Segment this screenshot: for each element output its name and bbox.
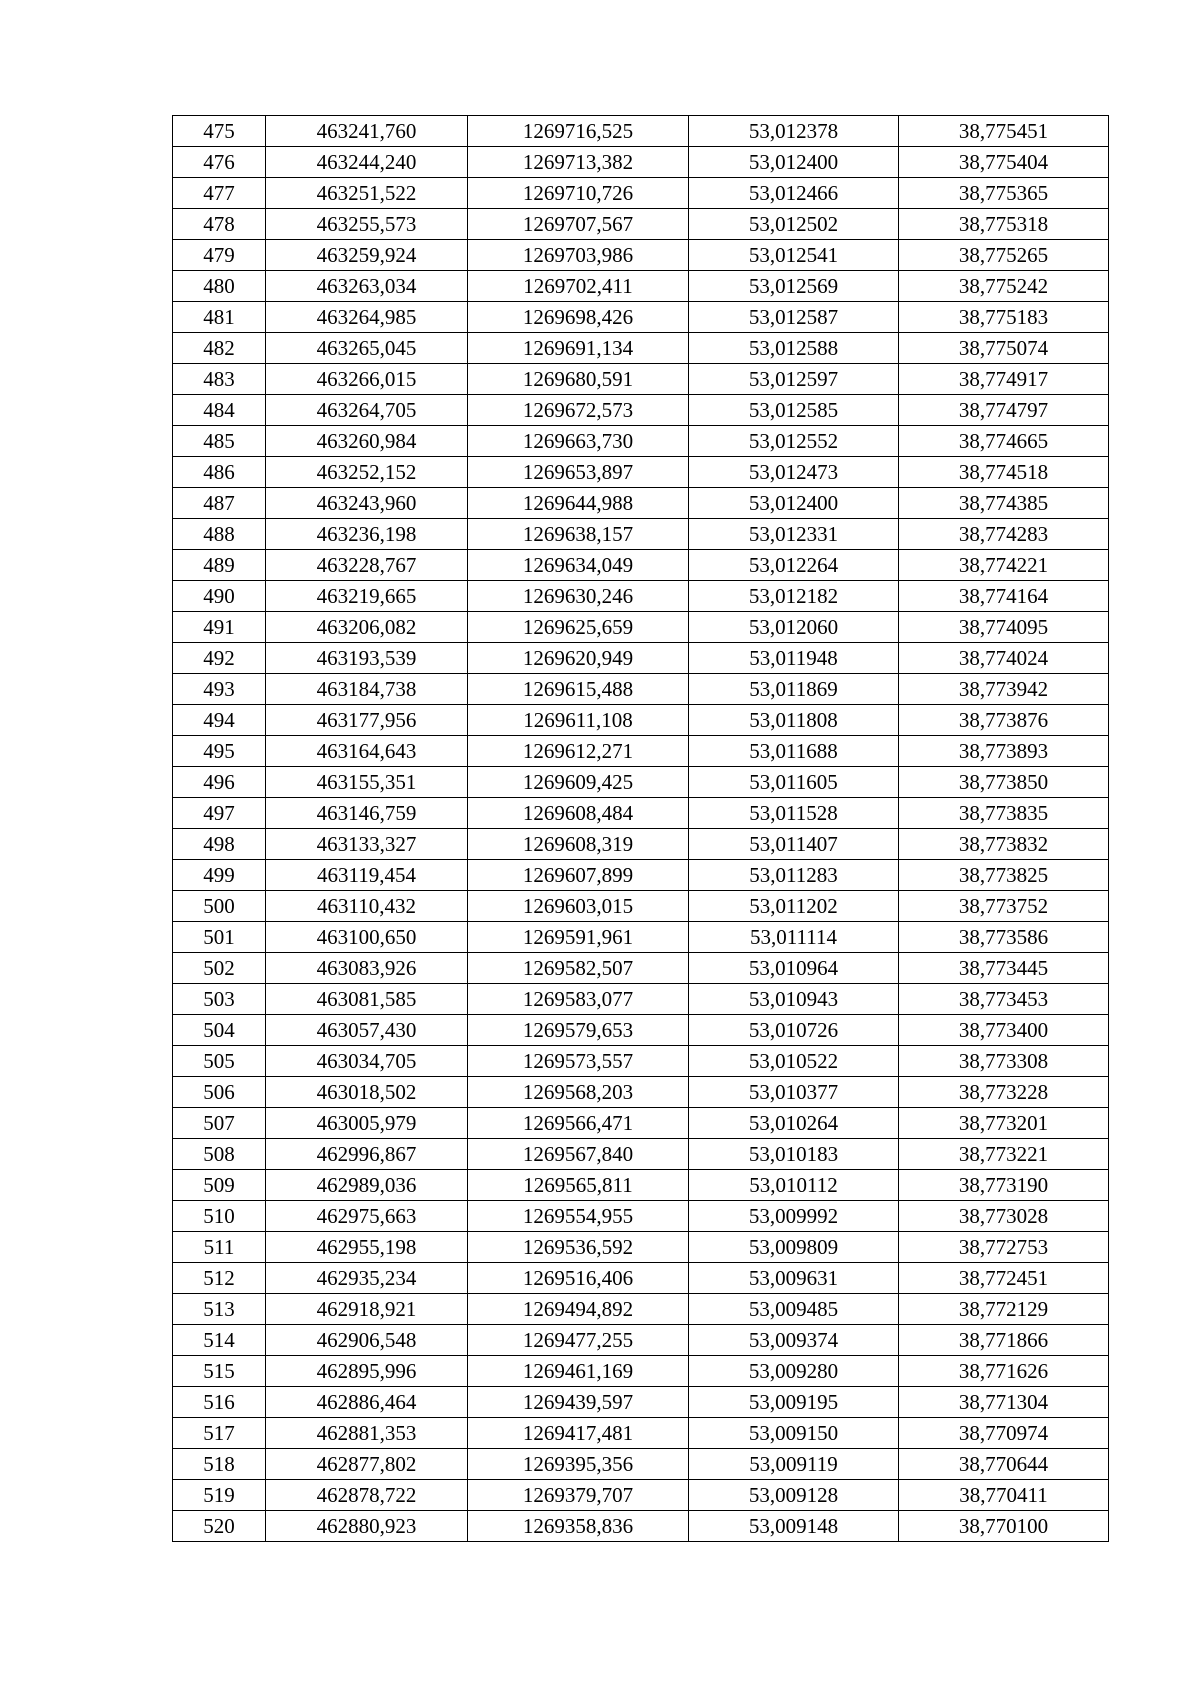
table-row [173, 581, 1109, 612]
x-coordinate-cell: 463228,767 [266, 550, 468, 581]
x-coordinate-cell: 463255,573 [266, 209, 468, 240]
y-coordinate-cell: 1269672,573 [468, 395, 689, 426]
table-row [173, 1201, 1109, 1232]
point-number-cell: 502 [173, 953, 266, 984]
x-coordinate-cell: 462996,867 [266, 1139, 468, 1170]
y-coordinate-cell: 1269379,707 [468, 1480, 689, 1511]
table-row [173, 1170, 1109, 1201]
table-row [173, 829, 1109, 860]
latitude-cell: 53,011283 [689, 860, 899, 891]
latitude-cell: 53,012588 [689, 333, 899, 364]
point-number-cell: 519 [173, 1480, 266, 1511]
y-coordinate-cell: 1269630,246 [468, 581, 689, 612]
latitude-cell: 53,011808 [689, 705, 899, 736]
point-number-cell: 512 [173, 1263, 266, 1294]
longitude-cell: 38,775404 [899, 147, 1109, 178]
point-number-cell: 496 [173, 767, 266, 798]
x-coordinate-cell: 462877,802 [266, 1449, 468, 1480]
y-coordinate-cell: 1269663,730 [468, 426, 689, 457]
y-coordinate-cell: 1269494,892 [468, 1294, 689, 1325]
longitude-cell: 38,773445 [899, 953, 1109, 984]
latitude-cell: 53,012502 [689, 209, 899, 240]
x-coordinate-cell: 462895,996 [266, 1356, 468, 1387]
point-number-cell: 499 [173, 860, 266, 891]
longitude-cell: 38,773586 [899, 922, 1109, 953]
table-row [173, 178, 1109, 209]
y-coordinate-cell: 1269583,077 [468, 984, 689, 1015]
point-number-cell: 487 [173, 488, 266, 519]
table-row [173, 736, 1109, 767]
x-coordinate-cell: 463260,984 [266, 426, 468, 457]
y-coordinate-cell: 1269358,836 [468, 1511, 689, 1542]
longitude-cell: 38,770644 [899, 1449, 1109, 1480]
table-row [173, 1480, 1109, 1511]
table-row [173, 116, 1109, 147]
table-row [173, 705, 1109, 736]
x-coordinate-cell: 463057,430 [266, 1015, 468, 1046]
longitude-cell: 38,773400 [899, 1015, 1109, 1046]
point-number-cell: 509 [173, 1170, 266, 1201]
point-number-cell: 517 [173, 1418, 266, 1449]
table-row [173, 426, 1109, 457]
latitude-cell: 53,011114 [689, 922, 899, 953]
table-row [173, 1418, 1109, 1449]
longitude-cell: 38,774797 [899, 395, 1109, 426]
x-coordinate-cell: 463266,015 [266, 364, 468, 395]
latitude-cell: 53,009119 [689, 1449, 899, 1480]
latitude-cell: 53,012400 [689, 147, 899, 178]
longitude-cell: 38,772753 [899, 1232, 1109, 1263]
latitude-cell: 53,009992 [689, 1201, 899, 1232]
longitude-cell: 38,775365 [899, 178, 1109, 209]
x-coordinate-cell: 462935,234 [266, 1263, 468, 1294]
latitude-cell: 53,011528 [689, 798, 899, 829]
latitude-cell: 53,012541 [689, 240, 899, 271]
point-number-cell: 516 [173, 1387, 266, 1418]
y-coordinate-cell: 1269554,955 [468, 1201, 689, 1232]
y-coordinate-cell: 1269609,425 [468, 767, 689, 798]
y-coordinate-cell: 1269680,591 [468, 364, 689, 395]
point-number-cell: 481 [173, 302, 266, 333]
x-coordinate-cell: 463252,152 [266, 457, 468, 488]
point-number-cell: 486 [173, 457, 266, 488]
longitude-cell: 38,773201 [899, 1108, 1109, 1139]
x-coordinate-cell: 463244,240 [266, 147, 468, 178]
y-coordinate-cell: 1269439,597 [468, 1387, 689, 1418]
table-row [173, 1511, 1109, 1542]
longitude-cell: 38,774665 [899, 426, 1109, 457]
latitude-cell: 53,010964 [689, 953, 899, 984]
table-row [173, 922, 1109, 953]
x-coordinate-cell: 462989,036 [266, 1170, 468, 1201]
y-coordinate-cell: 1269568,203 [468, 1077, 689, 1108]
x-coordinate-cell: 463193,539 [266, 643, 468, 674]
latitude-cell: 53,012331 [689, 519, 899, 550]
y-coordinate-cell: 1269395,356 [468, 1449, 689, 1480]
point-number-cell: 498 [173, 829, 266, 860]
y-coordinate-cell: 1269638,157 [468, 519, 689, 550]
latitude-cell: 53,012552 [689, 426, 899, 457]
point-number-cell: 505 [173, 1046, 266, 1077]
point-number-cell: 506 [173, 1077, 266, 1108]
y-coordinate-cell: 1269620,949 [468, 643, 689, 674]
table-row [173, 1449, 1109, 1480]
x-coordinate-cell: 463155,351 [266, 767, 468, 798]
y-coordinate-cell: 1269516,406 [468, 1263, 689, 1294]
longitude-cell: 38,773876 [899, 705, 1109, 736]
y-coordinate-cell: 1269417,481 [468, 1418, 689, 1449]
latitude-cell: 53,010522 [689, 1046, 899, 1077]
y-coordinate-cell: 1269461,169 [468, 1356, 689, 1387]
longitude-cell: 38,774385 [899, 488, 1109, 519]
table-row [173, 612, 1109, 643]
y-coordinate-cell: 1269710,726 [468, 178, 689, 209]
latitude-cell: 53,012587 [689, 302, 899, 333]
y-coordinate-cell: 1269567,840 [468, 1139, 689, 1170]
point-number-cell: 490 [173, 581, 266, 612]
x-coordinate-cell: 462906,548 [266, 1325, 468, 1356]
table-row [173, 674, 1109, 705]
longitude-cell: 38,774518 [899, 457, 1109, 488]
longitude-cell: 38,770974 [899, 1418, 1109, 1449]
point-number-cell: 510 [173, 1201, 266, 1232]
x-coordinate-cell: 463219,665 [266, 581, 468, 612]
latitude-cell: 53,012182 [689, 581, 899, 612]
y-coordinate-cell: 1269608,484 [468, 798, 689, 829]
point-number-cell: 483 [173, 364, 266, 395]
point-number-cell: 484 [173, 395, 266, 426]
longitude-cell: 38,773752 [899, 891, 1109, 922]
latitude-cell: 53,012378 [689, 116, 899, 147]
y-coordinate-cell: 1269698,426 [468, 302, 689, 333]
table-row [173, 240, 1109, 271]
x-coordinate-cell: 463034,705 [266, 1046, 468, 1077]
latitude-cell: 53,009280 [689, 1356, 899, 1387]
table-row [173, 457, 1109, 488]
y-coordinate-cell: 1269573,557 [468, 1046, 689, 1077]
y-coordinate-cell: 1269612,271 [468, 736, 689, 767]
x-coordinate-cell: 463263,034 [266, 271, 468, 302]
point-number-cell: 482 [173, 333, 266, 364]
x-coordinate-cell: 462886,464 [266, 1387, 468, 1418]
latitude-cell: 53,012264 [689, 550, 899, 581]
longitude-cell: 38,775318 [899, 209, 1109, 240]
y-coordinate-cell: 1269477,255 [468, 1325, 689, 1356]
latitude-cell: 53,010264 [689, 1108, 899, 1139]
point-number-cell: 497 [173, 798, 266, 829]
x-coordinate-cell: 462881,353 [266, 1418, 468, 1449]
point-number-cell: 492 [173, 643, 266, 674]
longitude-cell: 38,774283 [899, 519, 1109, 550]
point-number-cell: 475 [173, 116, 266, 147]
point-number-cell: 493 [173, 674, 266, 705]
table-row [173, 395, 1109, 426]
latitude-cell: 53,011948 [689, 643, 899, 674]
latitude-cell: 53,009631 [689, 1263, 899, 1294]
x-coordinate-cell: 463100,650 [266, 922, 468, 953]
longitude-cell: 38,775451 [899, 116, 1109, 147]
table-row [173, 550, 1109, 581]
y-coordinate-cell: 1269702,411 [468, 271, 689, 302]
longitude-cell: 38,773850 [899, 767, 1109, 798]
x-coordinate-cell: 463251,522 [266, 178, 468, 209]
longitude-cell: 38,773221 [899, 1139, 1109, 1170]
latitude-cell: 53,010726 [689, 1015, 899, 1046]
y-coordinate-cell: 1269716,525 [468, 116, 689, 147]
latitude-cell: 53,012060 [689, 612, 899, 643]
table-row [173, 984, 1109, 1015]
x-coordinate-cell: 462880,923 [266, 1511, 468, 1542]
table-row [173, 1387, 1109, 1418]
latitude-cell: 53,011407 [689, 829, 899, 860]
y-coordinate-cell: 1269615,488 [468, 674, 689, 705]
y-coordinate-cell: 1269625,659 [468, 612, 689, 643]
x-coordinate-cell: 463177,956 [266, 705, 468, 736]
coordinates-table-body [173, 116, 1109, 1542]
y-coordinate-cell: 1269603,015 [468, 891, 689, 922]
table-row [173, 891, 1109, 922]
table-row [173, 1325, 1109, 1356]
point-number-cell: 500 [173, 891, 266, 922]
longitude-cell: 38,774917 [899, 364, 1109, 395]
x-coordinate-cell: 463184,738 [266, 674, 468, 705]
table-row [173, 488, 1109, 519]
longitude-cell: 38,774024 [899, 643, 1109, 674]
x-coordinate-cell: 463206,082 [266, 612, 468, 643]
table-row [173, 147, 1109, 178]
longitude-cell: 38,773308 [899, 1046, 1109, 1077]
x-coordinate-cell: 463259,924 [266, 240, 468, 271]
table-row [173, 364, 1109, 395]
point-number-cell: 477 [173, 178, 266, 209]
longitude-cell: 38,773228 [899, 1077, 1109, 1108]
x-coordinate-cell: 463110,432 [266, 891, 468, 922]
longitude-cell: 38,772451 [899, 1263, 1109, 1294]
latitude-cell: 53,011688 [689, 736, 899, 767]
point-number-cell: 508 [173, 1139, 266, 1170]
latitude-cell: 53,011869 [689, 674, 899, 705]
latitude-cell: 53,012585 [689, 395, 899, 426]
longitude-cell: 38,775242 [899, 271, 1109, 302]
y-coordinate-cell: 1269713,382 [468, 147, 689, 178]
longitude-cell: 38,774164 [899, 581, 1109, 612]
table-row [173, 519, 1109, 550]
latitude-cell: 53,010943 [689, 984, 899, 1015]
x-coordinate-cell: 463146,759 [266, 798, 468, 829]
x-coordinate-cell: 463264,985 [266, 302, 468, 333]
y-coordinate-cell: 1269579,653 [468, 1015, 689, 1046]
y-coordinate-cell: 1269691,134 [468, 333, 689, 364]
table-row [173, 1015, 1109, 1046]
table-row [173, 1232, 1109, 1263]
y-coordinate-cell: 1269703,986 [468, 240, 689, 271]
latitude-cell: 53,009485 [689, 1294, 899, 1325]
longitude-cell: 38,773942 [899, 674, 1109, 705]
point-number-cell: 520 [173, 1511, 266, 1542]
latitude-cell: 53,009148 [689, 1511, 899, 1542]
x-coordinate-cell: 462975,663 [266, 1201, 468, 1232]
x-coordinate-cell: 463119,454 [266, 860, 468, 891]
table-row [173, 860, 1109, 891]
point-number-cell: 489 [173, 550, 266, 581]
x-coordinate-cell: 462955,198 [266, 1232, 468, 1263]
x-coordinate-cell: 462918,921 [266, 1294, 468, 1325]
latitude-cell: 53,010183 [689, 1139, 899, 1170]
table-row [173, 271, 1109, 302]
longitude-cell: 38,773190 [899, 1170, 1109, 1201]
y-coordinate-cell: 1269565,811 [468, 1170, 689, 1201]
point-number-cell: 518 [173, 1449, 266, 1480]
table-row [173, 1108, 1109, 1139]
longitude-cell: 38,773835 [899, 798, 1109, 829]
x-coordinate-cell: 463081,585 [266, 984, 468, 1015]
latitude-cell: 53,009128 [689, 1480, 899, 1511]
table-row [173, 953, 1109, 984]
longitude-cell: 38,775183 [899, 302, 1109, 333]
x-coordinate-cell: 463265,045 [266, 333, 468, 364]
latitude-cell: 53,010112 [689, 1170, 899, 1201]
point-number-cell: 494 [173, 705, 266, 736]
x-coordinate-cell: 463241,760 [266, 116, 468, 147]
longitude-cell: 38,773832 [899, 829, 1109, 860]
y-coordinate-cell: 1269611,108 [468, 705, 689, 736]
latitude-cell: 53,009195 [689, 1387, 899, 1418]
longitude-cell: 38,773825 [899, 860, 1109, 891]
point-number-cell: 513 [173, 1294, 266, 1325]
point-number-cell: 480 [173, 271, 266, 302]
longitude-cell: 38,773028 [899, 1201, 1109, 1232]
x-coordinate-cell: 463264,705 [266, 395, 468, 426]
y-coordinate-cell: 1269707,567 [468, 209, 689, 240]
point-number-cell: 504 [173, 1015, 266, 1046]
latitude-cell: 53,012597 [689, 364, 899, 395]
latitude-cell: 53,011202 [689, 891, 899, 922]
x-coordinate-cell: 462878,722 [266, 1480, 468, 1511]
y-coordinate-cell: 1269653,897 [468, 457, 689, 488]
longitude-cell: 38,773893 [899, 736, 1109, 767]
table-row [173, 302, 1109, 333]
longitude-cell: 38,771626 [899, 1356, 1109, 1387]
point-number-cell: 515 [173, 1356, 266, 1387]
point-number-cell: 478 [173, 209, 266, 240]
x-coordinate-cell: 463133,327 [266, 829, 468, 860]
point-number-cell: 476 [173, 147, 266, 178]
y-coordinate-cell: 1269634,049 [468, 550, 689, 581]
y-coordinate-cell: 1269536,592 [468, 1232, 689, 1263]
point-number-cell: 514 [173, 1325, 266, 1356]
point-number-cell: 485 [173, 426, 266, 457]
longitude-cell: 38,774095 [899, 612, 1109, 643]
longitude-cell: 38,773453 [899, 984, 1109, 1015]
point-number-cell: 501 [173, 922, 266, 953]
table-row [173, 767, 1109, 798]
y-coordinate-cell: 1269644,988 [468, 488, 689, 519]
x-coordinate-cell: 463083,926 [266, 953, 468, 984]
table-row [173, 643, 1109, 674]
table-row [173, 1139, 1109, 1170]
table-row [173, 333, 1109, 364]
point-number-cell: 488 [173, 519, 266, 550]
latitude-cell: 53,012569 [689, 271, 899, 302]
latitude-cell: 53,009374 [689, 1325, 899, 1356]
latitude-cell: 53,010377 [689, 1077, 899, 1108]
latitude-cell: 53,012466 [689, 178, 899, 209]
y-coordinate-cell: 1269591,961 [468, 922, 689, 953]
longitude-cell: 38,774221 [899, 550, 1109, 581]
table-row [173, 798, 1109, 829]
x-coordinate-cell: 463236,198 [266, 519, 468, 550]
point-number-cell: 507 [173, 1108, 266, 1139]
table-row [173, 1294, 1109, 1325]
y-coordinate-cell: 1269582,507 [468, 953, 689, 984]
table-row [173, 1046, 1109, 1077]
latitude-cell: 53,011605 [689, 767, 899, 798]
table-row [173, 209, 1109, 240]
point-number-cell: 503 [173, 984, 266, 1015]
longitude-cell: 38,770411 [899, 1480, 1109, 1511]
y-coordinate-cell: 1269607,899 [468, 860, 689, 891]
point-number-cell: 491 [173, 612, 266, 643]
point-number-cell: 479 [173, 240, 266, 271]
x-coordinate-cell: 463243,960 [266, 488, 468, 519]
longitude-cell: 38,775074 [899, 333, 1109, 364]
point-number-cell: 511 [173, 1232, 266, 1263]
table-row [173, 1263, 1109, 1294]
longitude-cell: 38,772129 [899, 1294, 1109, 1325]
point-number-cell: 495 [173, 736, 266, 767]
longitude-cell: 38,771304 [899, 1387, 1109, 1418]
x-coordinate-cell: 463018,502 [266, 1077, 468, 1108]
x-coordinate-cell: 463005,979 [266, 1108, 468, 1139]
longitude-cell: 38,770100 [899, 1511, 1109, 1542]
x-coordinate-cell: 463164,643 [266, 736, 468, 767]
longitude-cell: 38,771866 [899, 1325, 1109, 1356]
latitude-cell: 53,009150 [689, 1418, 899, 1449]
y-coordinate-cell: 1269608,319 [468, 829, 689, 860]
latitude-cell: 53,012473 [689, 457, 899, 488]
table-row [173, 1356, 1109, 1387]
latitude-cell: 53,012400 [689, 488, 899, 519]
table-row [173, 1077, 1109, 1108]
y-coordinate-cell: 1269566,471 [468, 1108, 689, 1139]
coordinates-table [172, 115, 1109, 1542]
longitude-cell: 38,775265 [899, 240, 1109, 271]
latitude-cell: 53,009809 [689, 1232, 899, 1263]
